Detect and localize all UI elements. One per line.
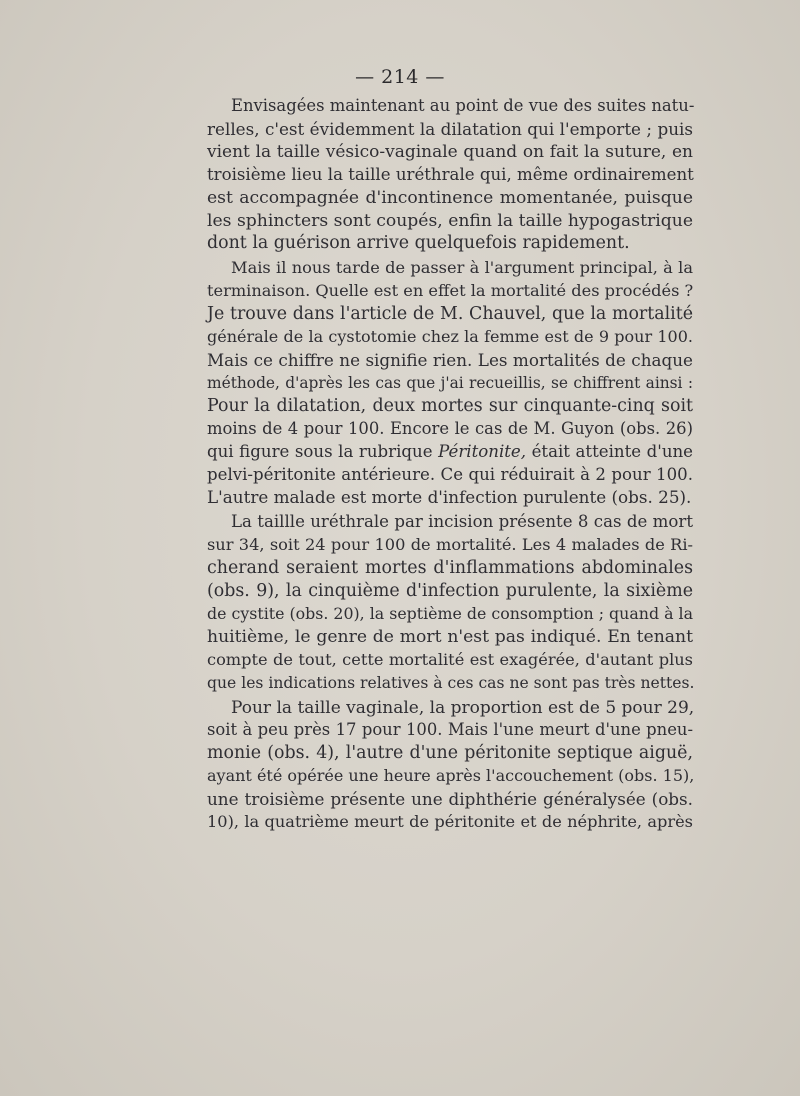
text-line: que les indications relatives à ces cas ne sont pas très nettes. [207, 673, 695, 692]
text-line: Je trouve dans l'article de M. Chauvel, que la mortalité [207, 304, 693, 325]
text-line: cherand seraient mortes d'inflammations abdominales [207, 558, 693, 579]
text-line: huitième, le genre de mort n'est pas indiqué. En tenant [207, 626, 693, 647]
text-line: les sphincters sont coupés, enfin la taille hypogastrique [207, 210, 693, 231]
text-line: sur 34, soit 24 pour 100 de mortalité. Les 4 malades de Ri- [207, 535, 693, 555]
text-line: soit à peu près 17 pour 100. Mais l'une meurt d'une pneu- [207, 720, 693, 740]
text-line: La taillle uréthrale par incision présente 8 cas de mort [231, 512, 693, 532]
text-line: monie (obs. 4), l'autre d'une péritonite septique aiguë, [207, 743, 693, 764]
text-line: générale de la cystotomie chez la femme est de 9 pour 100. [207, 327, 693, 347]
text-line: de cystite (obs. 20), la septième de consomption ; quand à la [207, 603, 693, 623]
page-number: — 214 — [355, 66, 445, 88]
paragraph-3 [207, 511, 693, 694]
text-line: pelvi-péritonite antérieure. Ce qui réduirait à 2 pour 100. [207, 464, 693, 484]
text-line: terminaison. Quelle est en effet la mortalité des procédés ? [207, 281, 694, 301]
text-line: relles, c'est évidemment la dilatation qui l'emporte ; puis [207, 118, 693, 139]
text-line: compte de tout, cette mortalité est exagérée, d'autant plus [207, 649, 693, 669]
text-line: troisième lieu la taille uréthrale qui, même ordinairement [207, 164, 694, 184]
text-line: Envisagées maintenant au point de vue des suites natu- [231, 96, 695, 115]
text-line: 10), la quatrième meurt de péritonite et de néphrite, après [207, 812, 693, 832]
text-line: Mais il nous tarde de passer à l'argument principal, à la [231, 258, 693, 278]
text-line: ayant été opérée une heure après l'accouchement (obs. 15), [207, 766, 695, 786]
text-line: dont la guérison arrive quelquefois rapidement. [207, 233, 630, 254]
text-line: L'autre malade est morte d'infection purulente (obs. 25). [207, 487, 692, 508]
text-line: Pour la dilatation, deux mortes sur cinquante-cinq soit [207, 395, 693, 416]
text-fragment: qui figure sous la rubrique [207, 441, 439, 461]
text-fragment: était atteinte d'une [526, 441, 694, 461]
text-line: est accompagnée d'incontinence momentanée, puisque [207, 187, 693, 208]
paragraph-2 [207, 257, 693, 509]
text-line: Mais ce chiffre ne signifie rien. Les mortalités de chaque [207, 349, 693, 370]
text-line-with-italic [207, 441, 693, 464]
text-line: méthode, d'après les cas que j'ai recueillis, se chiffrent ainsi : [207, 373, 693, 392]
text-line: Pour la taille vaginale, la proportion est de 5 pour 29, [231, 697, 695, 718]
paragraph-4 [207, 697, 693, 834]
body-text [207, 95, 693, 834]
text-line: une troisième présente une diphthérie généralysée (obs. [207, 789, 693, 810]
text-line: moins de 4 pour 100. Encore le cas de M. Guyon (obs. 26) [207, 418, 693, 438]
paragraph-1 [207, 95, 693, 255]
italic-term: Péritonite, [438, 441, 527, 461]
text-line: vient la taille vésico-vaginale quand on fait la suture, en [207, 141, 693, 162]
text-line: (obs. 9), la cinquième d'infection purulente, la sixième [207, 581, 693, 602]
